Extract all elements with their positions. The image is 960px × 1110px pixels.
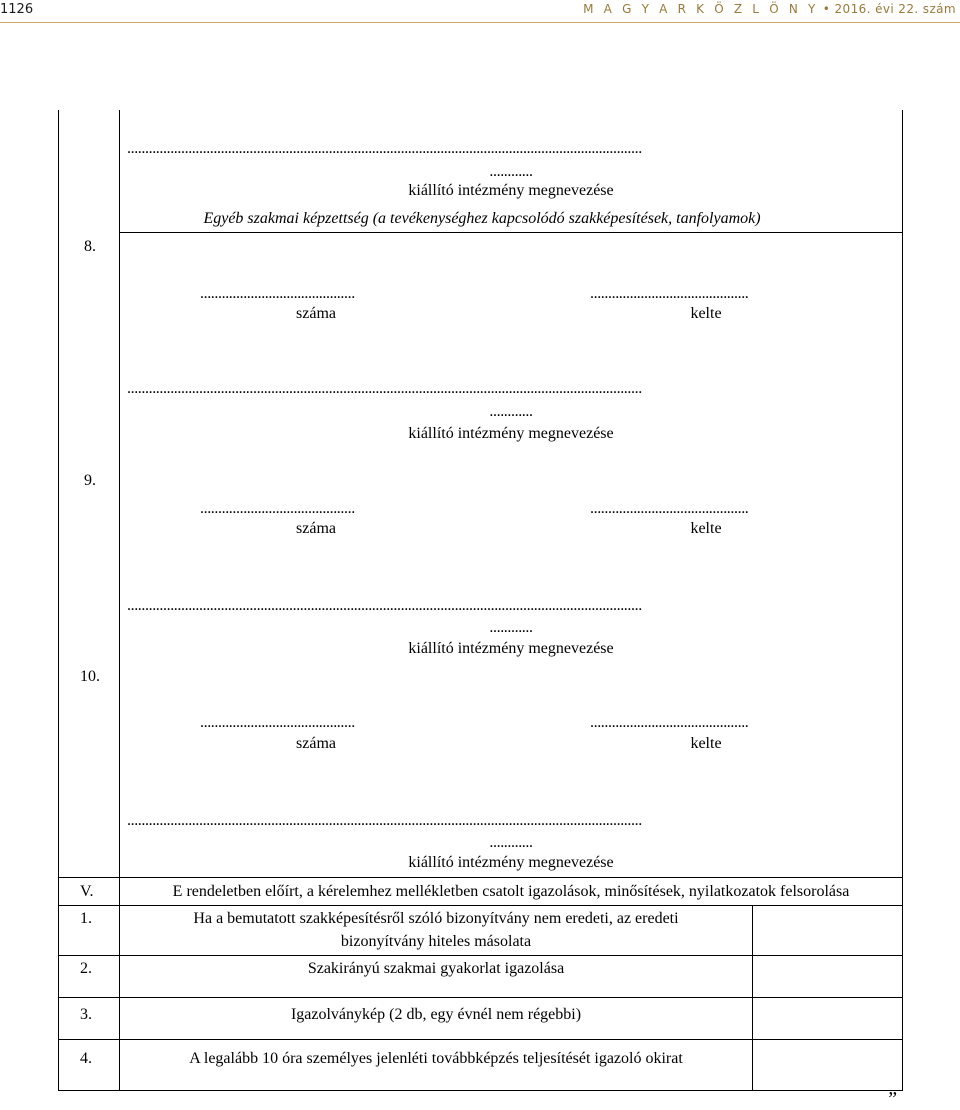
publication-header: [583, 2, 956, 16]
page-number: 1126: [0, 2, 34, 17]
row-number: 10.: [80, 668, 100, 685]
attachment-item-text: Igazolványkép (2 db, egy évnél nem régebbi): [290, 1006, 582, 1023]
row-divider-v-item-4: [58, 1039, 903, 1040]
attachment-item-text-continued: bizonyítvány hiteles másolata: [340, 933, 532, 950]
date-label: kelte: [690, 520, 722, 537]
date-label: kelte: [690, 305, 722, 322]
attachment-item-number: 1.: [80, 910, 92, 927]
number-column-divider: [119, 110, 120, 1091]
attachment-item-text: A legalább 10 óra személyes jelenléti továbbképzés teljesítését igazoló okirat: [189, 1050, 683, 1067]
row-divider-v-item-3: [58, 997, 903, 998]
attachment-item-text: Szakirányú szakmai gyakorlat igazolása: [307, 960, 565, 977]
row-divider-other-qualification: [119, 232, 903, 233]
attachment-item-number: 2.: [80, 960, 92, 977]
issuer-label: kiállító intézmény megnevezése: [408, 640, 614, 657]
number-dots: ...........................................: [200, 285, 355, 302]
issuer-dots-short: ............: [489, 163, 533, 180]
section-v-title: E rendeletben előírt, a kérelemhez mellékletben csatolt igazolások, minősítések, nyilatkozatok felsorolása: [172, 883, 850, 900]
table-right-border: [902, 110, 903, 1091]
closing-quote: ”: [886, 1088, 898, 1110]
date-dots: ............................................: [590, 500, 749, 517]
issuer-dots-long: ...............................................................................................................................................: [127, 812, 642, 829]
issuer-dots-short: ............: [489, 403, 533, 420]
publication-title: M A G Y A R K Ö Z L Ö N Y: [583, 2, 819, 16]
number-label: száma: [296, 735, 336, 752]
attachment-item-number: 4.: [80, 1050, 92, 1067]
issuer-label: kiállító intézmény megnevezése: [408, 425, 614, 442]
issue-label: 2016. évi 22. szám: [834, 2, 956, 16]
attachment-item-number: 3.: [80, 1006, 92, 1023]
issuer-label: kiállító intézmény megnevezése: [408, 854, 614, 871]
attachment-item-text: Ha a bemutatott szakképesítésről szóló bizonyítvány nem eredeti, az eredeti: [193, 910, 679, 927]
row-number: 9.: [84, 472, 96, 489]
table-left-border: [58, 110, 59, 1091]
issuer-dots-short: ............: [489, 834, 533, 851]
issuer-dots-long: ...............................................................................................................................................: [127, 140, 642, 157]
row-divider-v-header: [58, 877, 903, 878]
number-dots: ...........................................: [200, 714, 355, 731]
section-v-number: V.: [80, 883, 94, 900]
number-label: száma: [296, 520, 336, 537]
issuer-dots-long: ...............................................................................................................................................: [127, 380, 642, 397]
date-dots: ............................................: [590, 285, 749, 302]
row-divider-v-item-2: [58, 955, 903, 956]
number-label: száma: [296, 305, 336, 322]
row-number: 8.: [84, 238, 96, 255]
issuer-label: kiállító intézmény megnevezése: [408, 182, 614, 199]
row-divider-v-item-1: [58, 905, 903, 906]
table-bottom-border: [58, 1090, 903, 1091]
issuer-dots-short: ............: [489, 619, 533, 636]
header-rule: [0, 22, 960, 23]
date-dots: ............................................: [590, 714, 749, 731]
issuer-dots-long: ...............................................................................................................................................: [127, 597, 642, 614]
checkbox-column-divider: [752, 905, 753, 1091]
date-label: kelte: [690, 735, 722, 752]
other-qualification-heading: Egyéb szakmai képzettség (a tevékenységhez kapcsolódó szakképesítések, tanfolyamok): [203, 210, 761, 227]
header-bullet: •: [822, 2, 831, 16]
number-dots: ...........................................: [200, 500, 355, 517]
